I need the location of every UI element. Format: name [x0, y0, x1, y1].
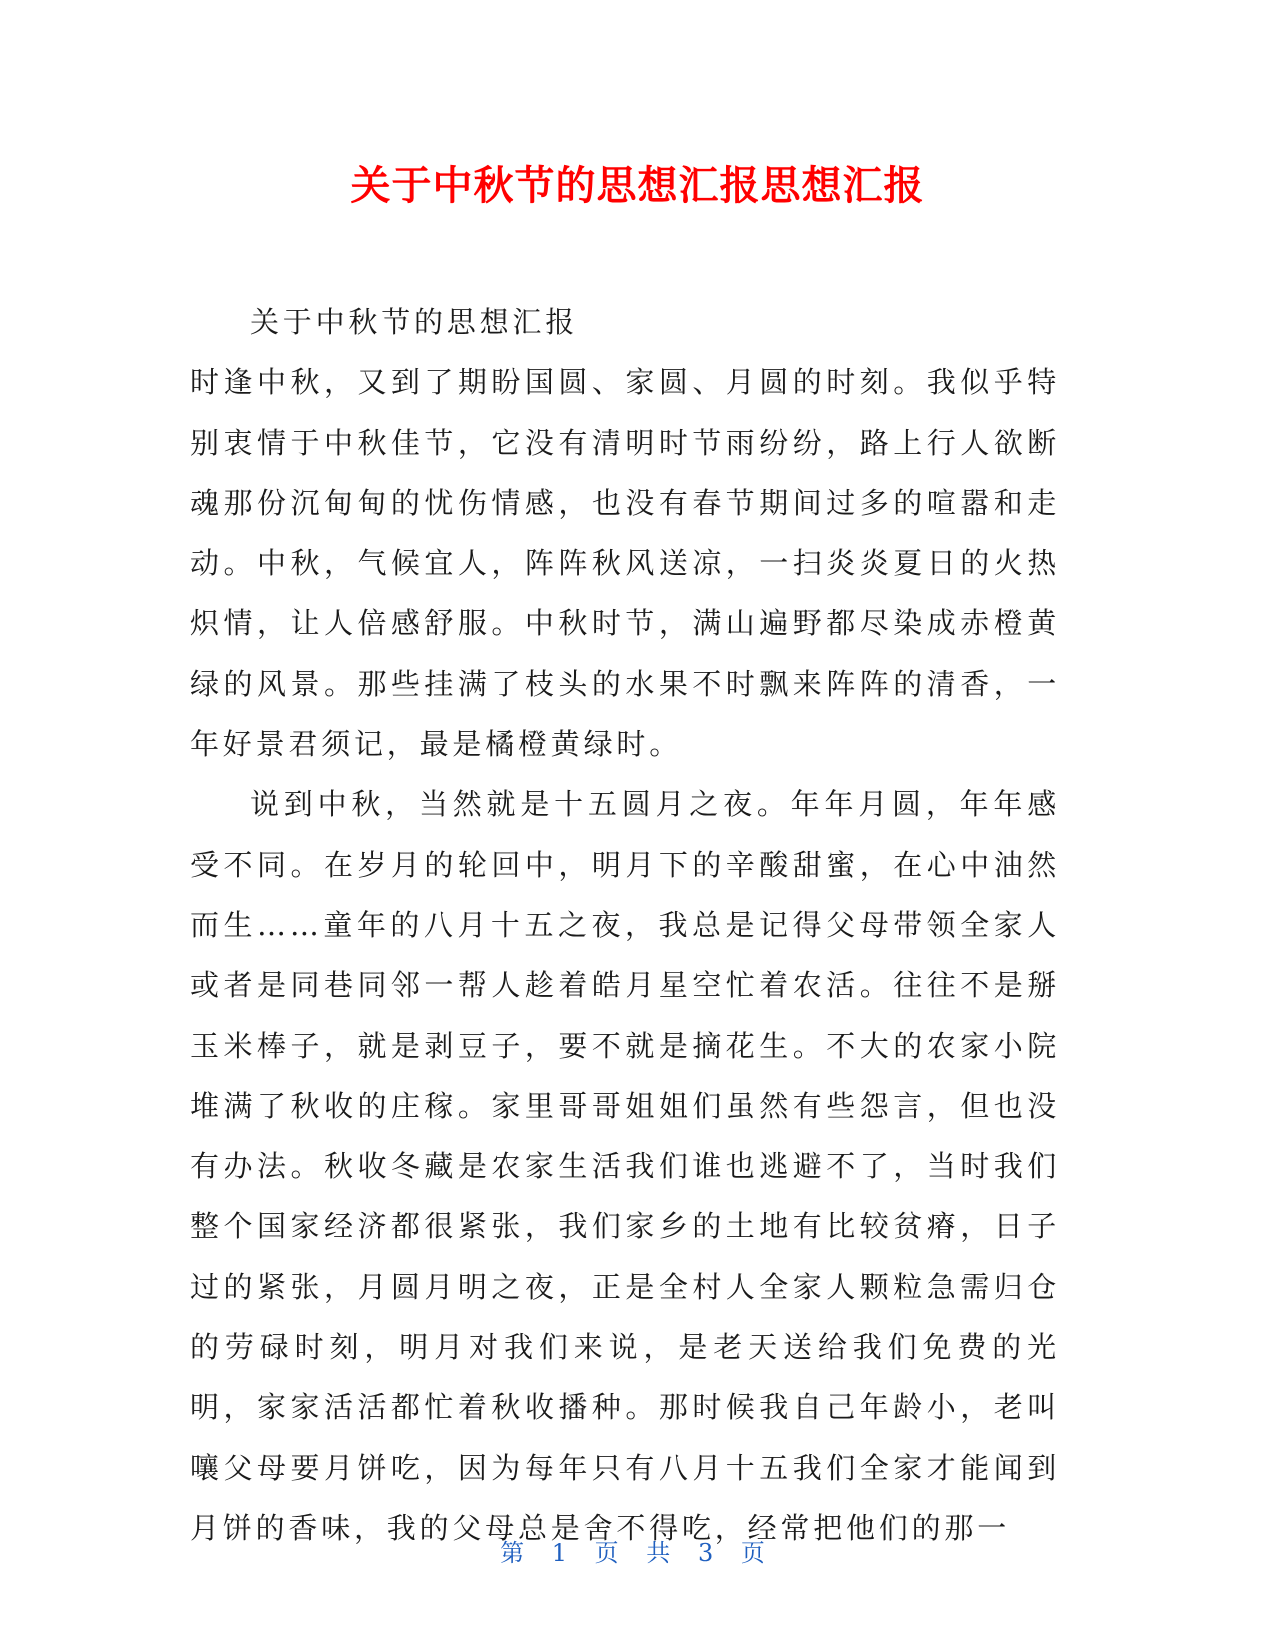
paragraph-2: 说到中秋，当然就是十五圆月之夜。年年月圆，年年感受不同。在岁月的轮回中，明月下的辛酸甜蜜，在心中油然而生……童年的八月十五之夜，我总是记得父母带领全家人或者是同巷同邻一帮人趁着皓月星空忙着农活。往往不是掰玉米棒子，就是剥豆子，要不就是摘花生。不大的农家小院堆满了秋收的庄稼。家里哥哥姐姐们虽然有些怨言，但也没有办法。秋收冬藏是农家生活我们谁也逃避不了，当时我们整个国家经济都很紧张，我们家乡的土地有比较贫瘠，日子过的紧张，月圆月明之夜，正是全村人全家人颗粒急需归仓的劳碌时刻，明月对我们来说，是老天送给我们免费的光明，家家活活都忙着秋收播种。那时候我自己年龄小，老叫嚷父母要月饼吃，因为每年只有八月十五我们全家才能闻到月饼的香味，我的父母总是舍不得吃，经常把他们的那一 — [190, 787, 1060, 1545]
document-title: 关于中秋节的思想汇报思想汇报 — [350, 163, 925, 209]
paragraph-1: 时逢中秋，又到了期盼国圆、家圆、月圆的时刻。我似乎特别衷情于中秋佳节，它没有清明时节雨纷纷，路上行人欲断魂那份沉甸甸的忧伤情感，也没有春节期间过多的喧嚣和走动。中秋，气候宜人，阵阵秋风送凉，一扫炎炎夏日的火热炽情，让人倍感舒服。中秋时节，满山遍野都尽染成赤橙黄绿的风景。那些挂满了枝头的水果不时飘来阵阵的清香，一年好景君须记，最是橘橙黄绿时。 — [190, 365, 1060, 762]
page-number: 第 1 页 共 3 页 — [500, 1539, 775, 1567]
paragraph-heading: 关于中秋节的思想汇报 — [250, 305, 579, 339]
document-body — [190, 292, 1060, 1558]
